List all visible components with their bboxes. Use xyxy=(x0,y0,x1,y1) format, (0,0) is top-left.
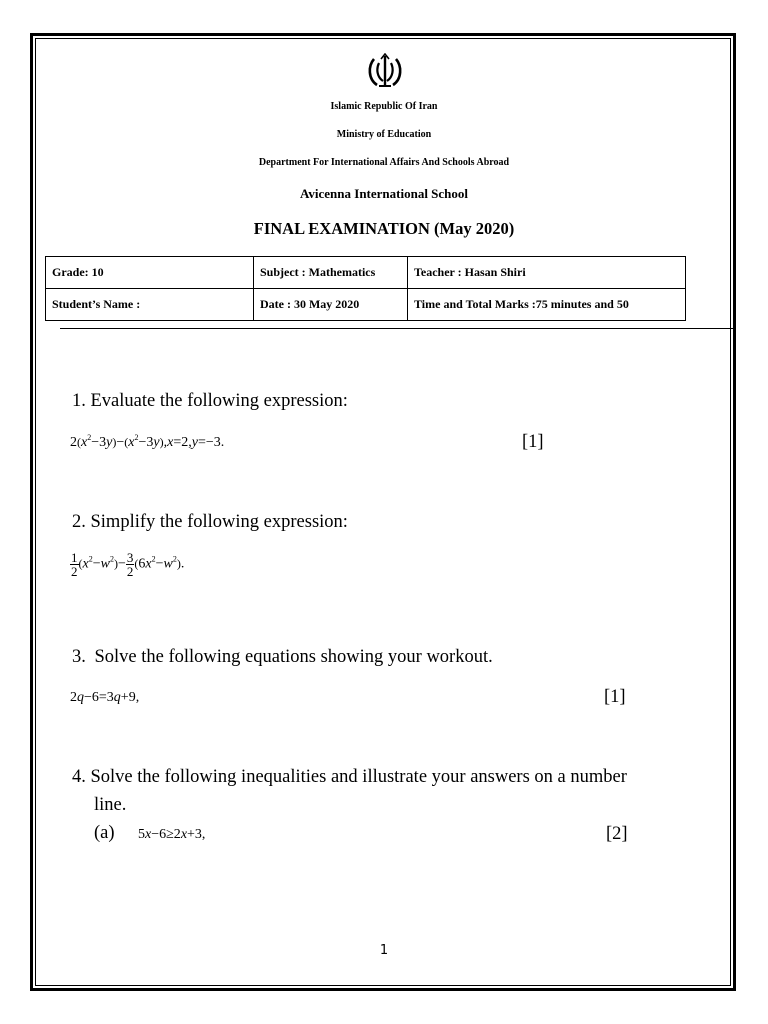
page-number: 1 xyxy=(379,943,389,958)
table-row xyxy=(46,257,686,289)
question-4 xyxy=(72,767,627,788)
question-text: Solve the following inequalities and illustrate your answers on a number xyxy=(90,767,627,787)
subject-cell: Subject : Mathematics xyxy=(254,257,408,289)
header-divider xyxy=(60,328,736,329)
question-4-continuation: line. xyxy=(94,795,127,815)
question-text: Solve the following equations showing your workout. xyxy=(94,647,493,667)
question-3-marks: [1] xyxy=(604,687,626,707)
question-text: Evaluate the following expression: xyxy=(90,391,348,411)
ministry-name: Ministry of Education xyxy=(336,129,432,140)
question-text: Simplify the following expression: xyxy=(90,512,348,532)
question-4-part-a-label: (a) xyxy=(94,823,115,843)
question-3 xyxy=(72,647,493,668)
question-number: 4. xyxy=(72,767,86,787)
question-1 xyxy=(72,391,348,412)
time-marks-cell: Time and Total Marks :75 minutes and 50 xyxy=(408,289,686,321)
question-number: 2. xyxy=(72,512,86,532)
grade-cell: Grade: 10 xyxy=(46,257,254,289)
department-name: Department For International Affairs And Schools Abroad xyxy=(258,157,510,168)
question-number: 3. xyxy=(72,647,86,667)
question-2 xyxy=(72,512,348,533)
question-4-marks: [2] xyxy=(606,824,628,844)
teacher-cell: Teacher : Hasan Shiri xyxy=(408,257,686,289)
question-2-expression: $\frac{1}{2}$ $(x^2-w^2)-$ $\frac{3}{2}$ $(6x^2-w^2)$. xyxy=(71,550,185,579)
country-name: Islamic Republic Of Iran xyxy=(330,101,438,112)
question-number: 1. xyxy=(72,391,86,411)
question-1-expression: $2(x^2-3y)-(x^2-3y),x=2,y=-3$. xyxy=(70,433,225,450)
student-name-cell: Student’s Name : xyxy=(46,289,254,321)
date-cell: Date : 30 May 2020 xyxy=(254,289,408,321)
exam-title: FINAL EXAMINATION (May 2020) xyxy=(253,219,515,238)
question-3-equation: 2q−6=3q+9, xyxy=(70,690,140,705)
table-row xyxy=(46,289,686,321)
exam-info-table xyxy=(45,256,686,321)
question-1-marks: [1] xyxy=(522,432,544,452)
question-4-part-a-inequality: 5x−6≥2x+3, xyxy=(138,827,206,842)
iran-emblem-icon xyxy=(365,53,405,89)
school-name: Avicenna International School xyxy=(299,186,469,201)
